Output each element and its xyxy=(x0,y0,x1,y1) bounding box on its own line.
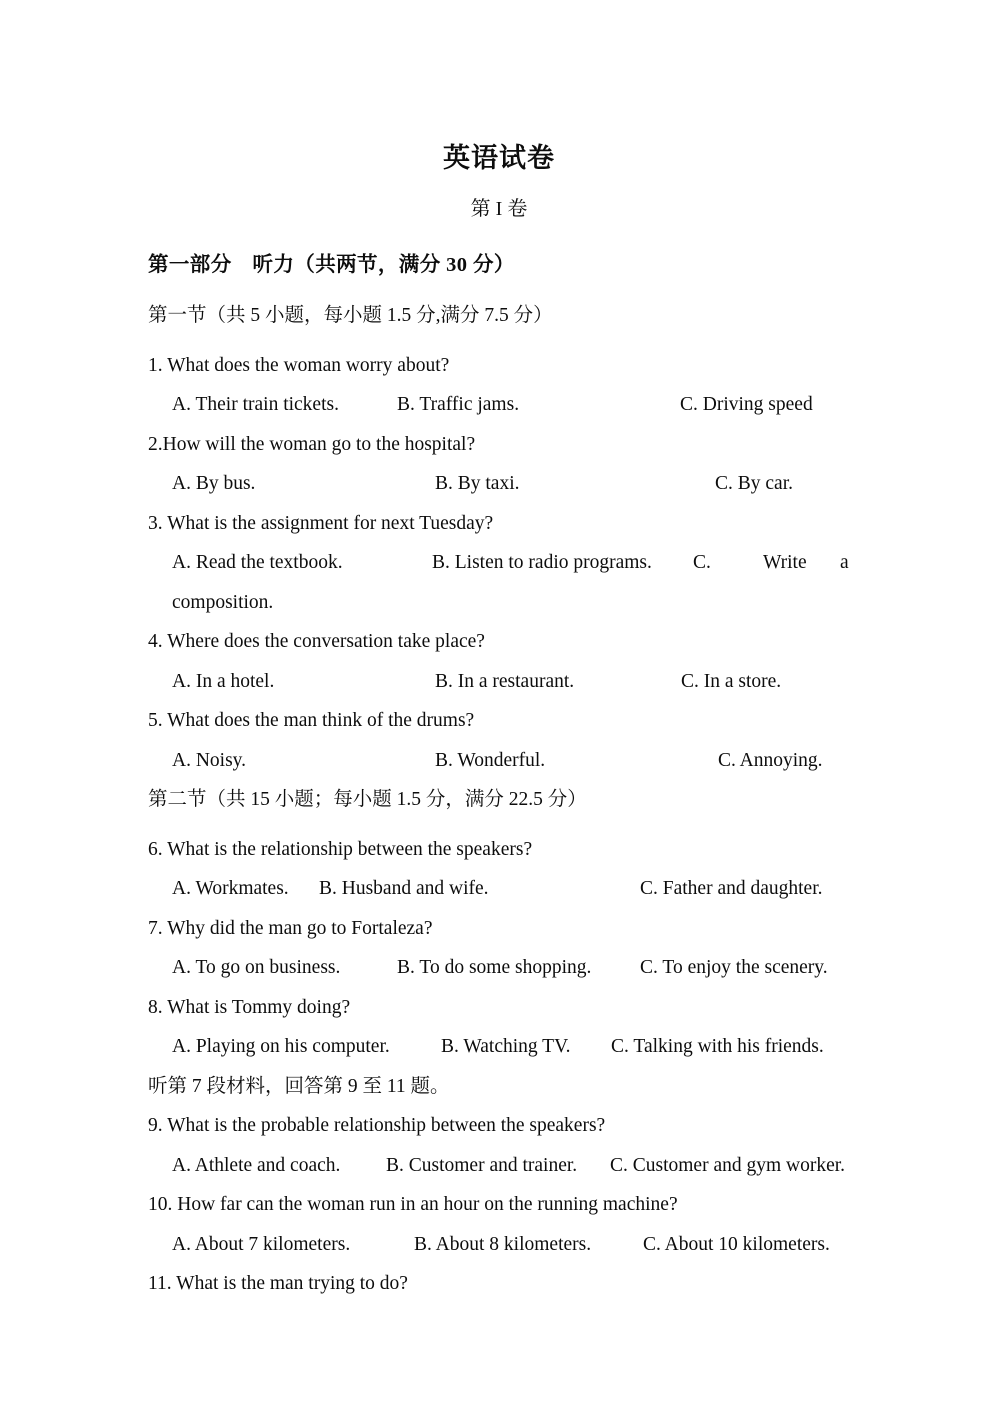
answer-option[interactable]: C. Talking with his friends. xyxy=(611,1036,824,1057)
answer-option[interactable]: C. By car. xyxy=(715,473,793,494)
answer-option[interactable]: C. About 10 kilometers. xyxy=(643,1233,830,1255)
question-stem: 8. What is Tommy doing? xyxy=(148,996,351,1018)
listening-material-note: 听第 7 段材料，回答第 9 至 11 题。 xyxy=(148,1075,450,1097)
answer-option[interactable]: C. Customer and gym worker. xyxy=(610,1154,846,1176)
section-two-heading: 第二节（共 15 小题；每小题 1.5 分，满分 22.5 分） xyxy=(148,789,587,810)
answer-option[interactable]: B. In a restaurant. xyxy=(435,670,575,692)
answer-option[interactable]: A. To go on business. xyxy=(172,957,341,978)
question-stem: 4. Where does the conversation take place? xyxy=(148,631,485,652)
question-options-row xyxy=(148,662,850,702)
answer-option[interactable]: A. By bus. xyxy=(172,473,256,494)
answer-option[interactable]: a xyxy=(840,552,849,573)
question-stem: 1. What does the woman worry about? xyxy=(148,354,450,376)
part-one-heading: 第一部分 听力（共两节，满分 30 分） xyxy=(148,254,515,276)
answer-option[interactable]: A. In a hotel. xyxy=(172,670,275,692)
question-options-row xyxy=(148,1146,850,1186)
answer-option-continuation[interactable]: composition. xyxy=(172,591,274,613)
answer-option[interactable]: B. To do some shopping. xyxy=(397,957,592,978)
question-options-row xyxy=(148,385,850,425)
question-options-row xyxy=(148,543,850,583)
page-title: 英语试卷 xyxy=(443,143,555,173)
question-options-row xyxy=(148,1027,850,1067)
answer-option[interactable]: A. Noisy. xyxy=(172,749,247,771)
questions-region xyxy=(148,346,850,1304)
question-stem: 5. What does the man think of the drums? xyxy=(148,710,475,731)
question-stem: 10. How far can the woman run in an hour on the running machine? xyxy=(148,1194,678,1215)
answer-option[interactable]: B. Wonderful. xyxy=(435,749,546,771)
answer-option[interactable]: A. Playing on his computer. xyxy=(172,1036,390,1057)
answer-option[interactable]: B. Husband and wife. xyxy=(319,878,489,899)
answer-option[interactable]: B. About 8 kilometers. xyxy=(414,1233,592,1255)
answer-option[interactable]: A. About 7 kilometers. xyxy=(172,1233,351,1255)
section-one-heading: 第一节（共 5 小题，每小题 1.5 分,满分 7.5 分） xyxy=(148,305,553,326)
answer-option[interactable]: C. xyxy=(693,552,711,573)
answer-option[interactable]: B. Customer and trainer. xyxy=(386,1154,578,1176)
question-options-row xyxy=(148,869,850,909)
question-stem: 3. What is the assignment for next Tuesday? xyxy=(148,512,494,534)
question-stem: 9. What is the probable relationship between the speakers? xyxy=(148,1115,606,1136)
answer-option[interactable]: A. Their train tickets. xyxy=(172,394,339,415)
question-stem: 11. What is the man trying to do? xyxy=(148,1273,408,1294)
answer-option[interactable]: B. Listen to radio programs. xyxy=(432,552,652,573)
answer-option[interactable]: B. By taxi. xyxy=(435,473,520,494)
answer-option[interactable]: A. Workmates. xyxy=(172,878,289,899)
question-stem: 6. What is the relationship between the speakers? xyxy=(148,838,533,860)
answer-option[interactable]: C. In a store. xyxy=(681,670,782,692)
question-options-row xyxy=(148,948,850,988)
answer-option[interactable]: C. Driving speed xyxy=(680,394,813,415)
paper-volume-label: 第 I 卷 xyxy=(470,198,528,220)
question-options-row xyxy=(148,741,850,781)
answer-option[interactable]: B. Watching TV. xyxy=(441,1036,571,1057)
answer-option[interactable]: A. Athlete and coach. xyxy=(172,1154,341,1176)
document-body xyxy=(148,138,850,1304)
question-options-row xyxy=(148,464,850,504)
answer-option[interactable]: C. Annoying. xyxy=(718,749,823,771)
answer-option[interactable]: A. Read the textbook. xyxy=(172,552,343,573)
answer-option[interactable]: C. Father and daughter. xyxy=(640,878,823,899)
answer-option[interactable]: B. Traffic jams. xyxy=(397,394,520,415)
answer-option[interactable]: Write xyxy=(763,552,807,573)
question-stem: 7. Why did the man go to Fortaleza? xyxy=(148,917,433,939)
answer-option[interactable]: C. To enjoy the scenery. xyxy=(640,957,828,978)
question-options-row xyxy=(148,1225,850,1265)
question-stem: 2.How will the woman go to the hospital? xyxy=(148,433,476,455)
